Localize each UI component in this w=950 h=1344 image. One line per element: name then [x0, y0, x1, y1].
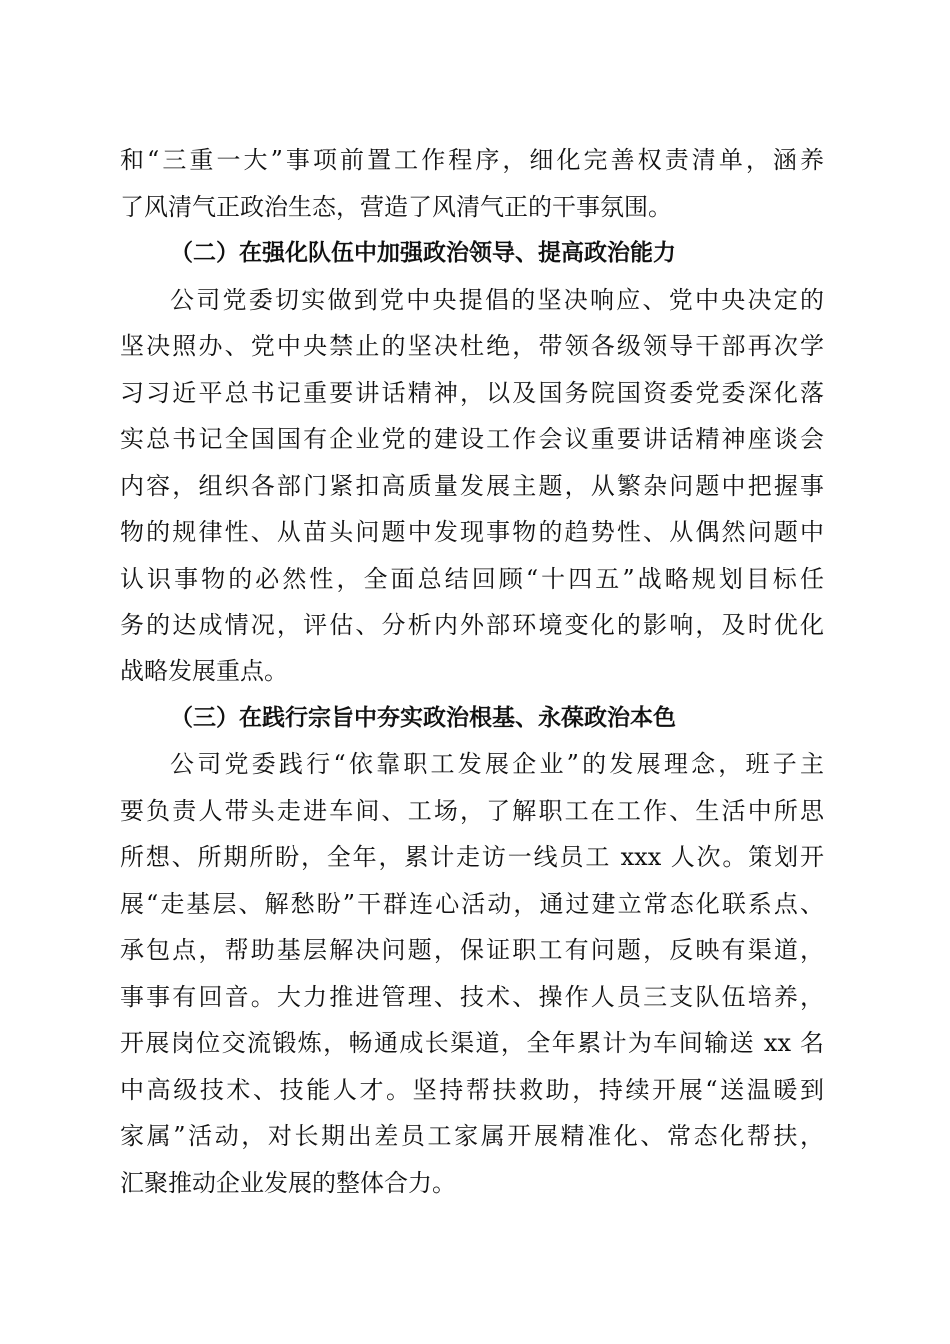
paragraph-line: 习习近平总书记重要讲话精神，以及国务院国资委党委深化落 — [120, 379, 824, 407]
section-heading-3: （三）在践行宗旨中夯实政治根基、永葆政治本色 — [170, 705, 676, 731]
paragraph-line: 物的规律性、从苗头问题中发现事物的趋势性、从偶然问题中 — [120, 518, 824, 546]
paragraph-line: 承包点，帮助基层解决问题，保证职工有问题，反映有渠道， — [120, 936, 824, 964]
paragraph-line: 要负责人带头走进车间、工场，了解职工在工作、生活中所思 — [120, 797, 824, 825]
paragraph-line: 认识事物的必然性，全面总结回顾“十四五”战略规划目标任 — [120, 565, 824, 593]
paragraph-line: 战略发展重点。 — [120, 657, 288, 685]
paragraph-line: 公司党委切实做到党中央提倡的坚决响应、党中央决定的 — [170, 286, 824, 314]
paragraph-line: 事事有回音。大力推进管理、技术、操作人员三支队伍培养， — [120, 983, 824, 1011]
paragraph-line: 开展岗位交流锻炼，畅通成长渠道，全年累计为车间输送 xx 名 — [120, 1029, 824, 1057]
paragraph-line: 展“走基层、解愁盼”干群连心活动，通过建立常态化联系点、 — [120, 890, 824, 918]
paragraph-line: 实总书记全国国有企业党的建设工作会议重要讲话精神座谈会 — [120, 425, 824, 453]
paragraph-line: 家属”活动，对长期出差员工家属开展精准化、常态化帮扶， — [120, 1122, 824, 1150]
paragraph-line: 内容，组织各部门紧扣高质量发展主题，从繁杂问题中把握事 — [120, 472, 824, 500]
paragraph-line: 和“三重一大”事项前置工作程序，细化完善权责清单，涵养 — [120, 146, 824, 174]
paragraph-line: 坚决照办、党中央禁止的坚决杜绝，带领各级领导干部再次学 — [120, 332, 824, 360]
paragraph-line: 中高级技术、技能人才。坚持帮扶救助，持续开展“送温暖到 — [120, 1076, 824, 1104]
paragraph-line: 公司党委践行“依靠职工发展企业”的发展理念，班子主 — [170, 750, 824, 778]
paragraph-line: 汇聚推动企业发展的整体合力。 — [120, 1169, 456, 1197]
section-heading-2: （二）在强化队伍中加强政治领导、提高政治能力 — [170, 240, 676, 266]
paragraph-line: 所想、所期所盼，全年，累计走访一线员工 xxx 人次。策划开 — [120, 843, 824, 871]
paragraph-line: 务的达成情况，评估、分析内外部环境变化的影响，及时优化 — [120, 611, 824, 639]
paragraph-line: 了风清气正政治生态，营造了风清气正的干事氛围。 — [120, 193, 672, 221]
